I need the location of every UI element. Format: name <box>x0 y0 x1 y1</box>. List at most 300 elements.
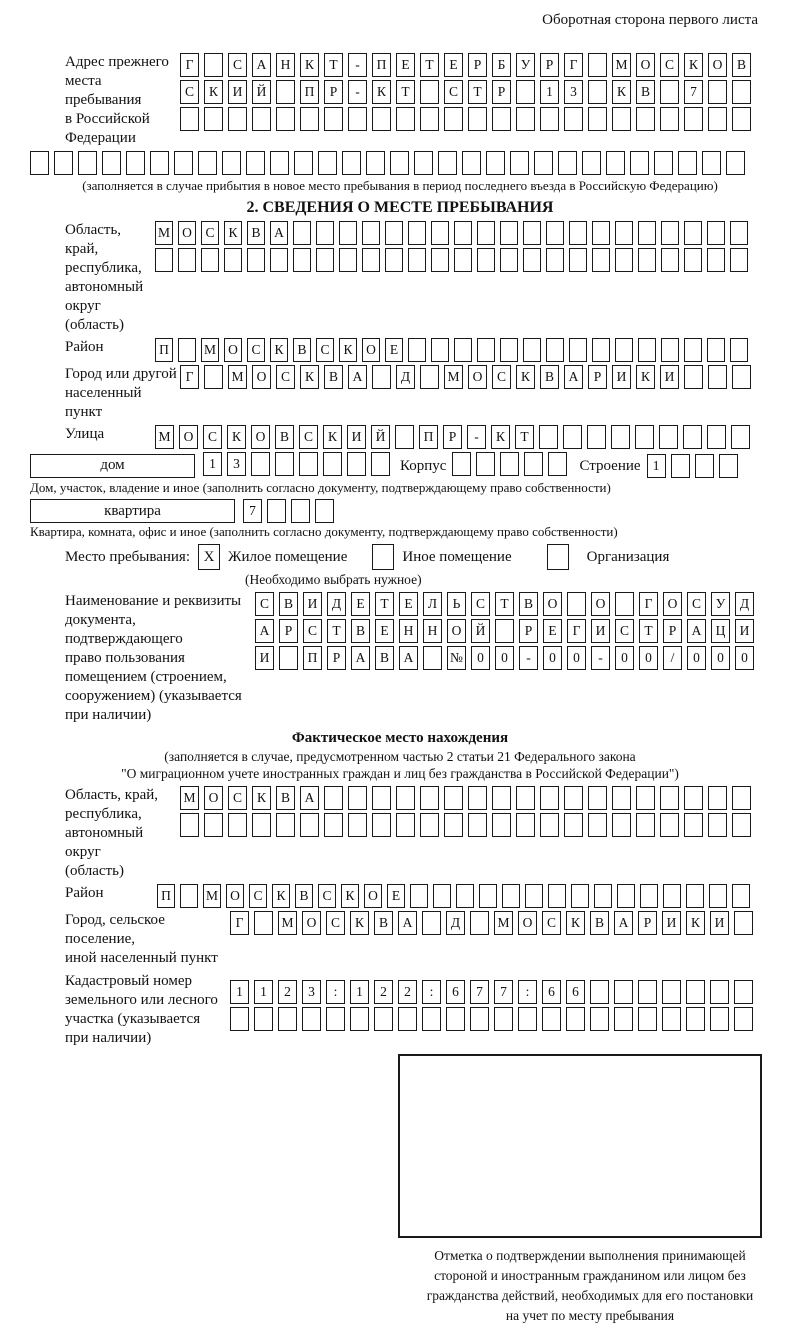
char-cell[interactable]: - <box>591 646 610 670</box>
char-cell[interactable]: Г <box>567 619 586 643</box>
char-cell[interactable] <box>654 151 673 175</box>
char-cell[interactable] <box>726 151 745 175</box>
char-cell[interactable]: К <box>300 365 319 389</box>
stroenie-cells[interactable] <box>647 454 738 478</box>
char-cell[interactable]: Т <box>420 53 439 77</box>
prev-address-row-1[interactable] <box>180 53 751 77</box>
char-cell[interactable]: В <box>375 646 394 670</box>
char-cell[interactable] <box>339 221 357 245</box>
char-cell[interactable] <box>582 151 601 175</box>
char-cell[interactable] <box>732 80 751 104</box>
char-cell[interactable]: О <box>178 221 196 245</box>
char-cell[interactable] <box>420 107 439 131</box>
char-cell[interactable]: В <box>295 884 313 908</box>
kadastr-row-2[interactable] <box>230 1007 753 1031</box>
prev-address-row-3[interactable] <box>180 107 751 131</box>
char-cell[interactable] <box>396 786 415 810</box>
char-cell[interactable] <box>468 786 487 810</box>
char-cell[interactable] <box>708 107 727 131</box>
char-cell[interactable]: К <box>272 884 290 908</box>
char-cell[interactable]: О <box>543 592 562 616</box>
char-cell[interactable] <box>638 1007 657 1031</box>
char-cell[interactable] <box>660 786 679 810</box>
char-cell[interactable]: П <box>157 884 175 908</box>
char-cell[interactable] <box>684 786 703 810</box>
char-cell[interactable] <box>734 980 753 1004</box>
char-cell[interactable] <box>500 452 519 476</box>
char-cell[interactable] <box>291 499 310 523</box>
char-cell[interactable]: В <box>275 425 294 449</box>
char-cell[interactable]: В <box>519 592 538 616</box>
char-cell[interactable]: И <box>347 425 366 449</box>
char-cell[interactable]: П <box>419 425 438 449</box>
char-cell[interactable]: К <box>339 338 357 362</box>
char-cell[interactable]: С <box>180 80 199 104</box>
char-cell[interactable] <box>732 884 750 908</box>
char-cell[interactable] <box>300 813 319 837</box>
char-cell[interactable] <box>662 980 681 1004</box>
document-row-3[interactable] <box>255 646 754 670</box>
char-cell[interactable] <box>204 107 223 131</box>
factual-oblast-row-1[interactable] <box>180 786 751 810</box>
char-cell[interactable] <box>398 1007 417 1031</box>
char-cell[interactable] <box>102 151 121 175</box>
char-cell[interactable] <box>590 1007 609 1031</box>
char-cell[interactable] <box>615 592 634 616</box>
char-cell[interactable]: Д <box>396 365 415 389</box>
char-cell[interactable] <box>276 107 295 131</box>
char-cell[interactable] <box>431 248 449 272</box>
char-cell[interactable]: Р <box>443 425 462 449</box>
char-cell[interactable] <box>708 80 727 104</box>
char-cell[interactable] <box>350 1007 369 1031</box>
char-cell[interactable] <box>456 884 474 908</box>
char-cell[interactable] <box>155 248 173 272</box>
char-cell[interactable]: 0 <box>687 646 706 670</box>
char-cell[interactable]: С <box>318 884 336 908</box>
char-cell[interactable] <box>540 107 559 131</box>
char-cell[interactable] <box>564 813 583 837</box>
char-cell[interactable]: К <box>686 911 705 935</box>
char-cell[interactable] <box>590 980 609 1004</box>
char-cell[interactable] <box>408 248 426 272</box>
char-cell[interactable]: 0 <box>615 646 634 670</box>
char-cell[interactable]: 7 <box>684 80 703 104</box>
char-cell[interactable]: Ь <box>447 592 466 616</box>
char-cell[interactable] <box>707 338 725 362</box>
char-cell[interactable]: С <box>203 425 222 449</box>
char-cell[interactable] <box>612 813 631 837</box>
char-cell[interactable] <box>420 786 439 810</box>
char-cell[interactable] <box>548 884 566 908</box>
char-cell[interactable]: 3 <box>564 80 583 104</box>
char-cell[interactable]: Т <box>639 619 658 643</box>
char-cell[interactable]: Р <box>540 53 559 77</box>
char-cell[interactable] <box>180 107 199 131</box>
char-cell[interactable]: Н <box>276 53 295 77</box>
checkbox-organizatsiya[interactable] <box>547 544 569 570</box>
char-cell[interactable] <box>486 151 505 175</box>
char-cell[interactable] <box>615 221 633 245</box>
char-cell[interactable] <box>542 1007 561 1031</box>
char-cell[interactable] <box>638 221 656 245</box>
char-cell[interactable] <box>564 786 583 810</box>
char-cell[interactable]: А <box>300 786 319 810</box>
char-cell[interactable] <box>615 248 633 272</box>
char-cell[interactable] <box>420 365 439 389</box>
char-cell[interactable]: О <box>252 365 271 389</box>
char-cell[interactable] <box>671 454 690 478</box>
char-cell[interactable]: 2 <box>278 980 297 1004</box>
char-cell[interactable]: - <box>467 425 486 449</box>
char-cell[interactable]: В <box>279 592 298 616</box>
char-cell[interactable]: А <box>351 646 370 670</box>
char-cell[interactable] <box>539 425 558 449</box>
char-cell[interactable] <box>178 248 196 272</box>
char-cell[interactable] <box>695 454 714 478</box>
char-cell[interactable]: К <box>612 80 631 104</box>
char-cell[interactable] <box>316 248 334 272</box>
char-cell[interactable] <box>638 248 656 272</box>
char-cell[interactable]: № <box>447 646 466 670</box>
char-cell[interactable] <box>730 338 748 362</box>
char-cell[interactable] <box>702 151 721 175</box>
char-cell[interactable]: 0 <box>735 646 754 670</box>
char-cell[interactable]: Р <box>588 365 607 389</box>
char-cell[interactable]: И <box>660 365 679 389</box>
char-cell[interactable]: О <box>518 911 537 935</box>
char-cell[interactable] <box>730 221 748 245</box>
char-cell[interactable] <box>293 248 311 272</box>
char-cell[interactable]: Г <box>180 53 199 77</box>
char-cell[interactable]: Е <box>444 53 463 77</box>
char-cell[interactable]: М <box>228 365 247 389</box>
char-cell[interactable] <box>638 338 656 362</box>
char-cell[interactable]: Т <box>515 425 534 449</box>
char-cell[interactable] <box>707 248 725 272</box>
char-cell[interactable]: 1 <box>254 980 273 1004</box>
char-cell[interactable] <box>612 107 631 131</box>
char-cell[interactable] <box>588 786 607 810</box>
char-cell[interactable] <box>468 107 487 131</box>
char-cell[interactable] <box>477 248 495 272</box>
char-cell[interactable]: В <box>374 911 393 935</box>
char-cell[interactable]: Т <box>495 592 514 616</box>
char-cell[interactable]: О <box>447 619 466 643</box>
char-cell[interactable]: У <box>711 592 730 616</box>
prev-address-row-2[interactable] <box>180 80 751 104</box>
char-cell[interactable]: Й <box>471 619 490 643</box>
char-cell[interactable]: 6 <box>446 980 465 1004</box>
char-cell[interactable] <box>592 248 610 272</box>
char-cell[interactable] <box>431 221 449 245</box>
char-cell[interactable] <box>510 151 529 175</box>
char-cell[interactable] <box>708 365 727 389</box>
char-cell[interactable] <box>30 151 49 175</box>
char-cell[interactable] <box>276 813 295 837</box>
char-cell[interactable]: С <box>303 619 322 643</box>
checkbox-zhiloe[interactable]: X <box>198 544 220 570</box>
char-cell[interactable] <box>300 107 319 131</box>
char-cell[interactable]: Р <box>519 619 538 643</box>
char-cell[interactable]: 2 <box>374 980 393 1004</box>
char-cell[interactable] <box>516 813 535 837</box>
char-cell[interactable] <box>347 452 366 476</box>
char-cell[interactable] <box>54 151 73 175</box>
char-cell[interactable]: И <box>710 911 729 935</box>
char-cell[interactable] <box>663 884 681 908</box>
char-cell[interactable]: Т <box>396 80 415 104</box>
char-cell[interactable] <box>372 813 391 837</box>
char-cell[interactable] <box>374 1007 393 1031</box>
char-cell[interactable] <box>661 338 679 362</box>
char-cell[interactable] <box>228 107 247 131</box>
char-cell[interactable] <box>454 221 472 245</box>
char-cell[interactable]: Г <box>564 53 583 77</box>
char-cell[interactable]: Г <box>230 911 249 935</box>
char-cell[interactable]: : <box>422 980 441 1004</box>
char-cell[interactable] <box>684 365 703 389</box>
char-cell[interactable]: О <box>663 592 682 616</box>
char-cell[interactable]: К <box>227 425 246 449</box>
char-cell[interactable] <box>477 338 495 362</box>
char-cell[interactable]: Й <box>371 425 390 449</box>
char-cell[interactable] <box>709 884 727 908</box>
char-cell[interactable] <box>684 221 702 245</box>
char-cell[interactable]: М <box>203 884 221 908</box>
char-cell[interactable]: - <box>348 80 367 104</box>
char-cell[interactable] <box>492 786 511 810</box>
char-cell[interactable]: 0 <box>543 646 562 670</box>
char-cell[interactable] <box>660 813 679 837</box>
char-cell[interactable] <box>614 980 633 1004</box>
char-cell[interactable] <box>390 151 409 175</box>
char-cell[interactable]: К <box>224 221 242 245</box>
char-cell[interactable]: И <box>303 592 322 616</box>
oblast-row-1[interactable] <box>155 221 748 245</box>
char-cell[interactable] <box>524 452 543 476</box>
char-cell[interactable] <box>294 151 313 175</box>
char-cell[interactable] <box>204 53 223 77</box>
char-cell[interactable]: М <box>155 221 173 245</box>
char-cell[interactable] <box>433 884 451 908</box>
char-cell[interactable]: К <box>516 365 535 389</box>
char-cell[interactable]: М <box>155 425 174 449</box>
char-cell[interactable]: К <box>566 911 585 935</box>
char-cell[interactable] <box>523 338 541 362</box>
char-cell[interactable] <box>588 107 607 131</box>
char-cell[interactable] <box>732 365 751 389</box>
char-cell[interactable]: Е <box>351 592 370 616</box>
char-cell[interactable]: С <box>444 80 463 104</box>
char-cell[interactable]: К <box>491 425 510 449</box>
char-cell[interactable] <box>661 248 679 272</box>
char-cell[interactable] <box>708 813 727 837</box>
char-cell[interactable]: 7 <box>243 499 262 523</box>
char-cell[interactable]: Т <box>327 619 346 643</box>
raion-row[interactable] <box>155 338 748 362</box>
char-cell[interactable] <box>630 151 649 175</box>
char-cell[interactable] <box>571 884 589 908</box>
char-cell[interactable] <box>569 221 587 245</box>
char-cell[interactable]: Л <box>423 592 442 616</box>
char-cell[interactable]: С <box>615 619 634 643</box>
char-cell[interactable] <box>279 646 298 670</box>
char-cell[interactable] <box>150 151 169 175</box>
char-cell[interactable] <box>324 786 343 810</box>
char-cell[interactable]: В <box>276 786 295 810</box>
char-cell[interactable] <box>732 786 751 810</box>
char-cell[interactable] <box>500 338 518 362</box>
char-cell[interactable] <box>178 338 196 362</box>
char-cell[interactable]: А <box>255 619 274 643</box>
char-cell[interactable] <box>683 425 702 449</box>
char-cell[interactable] <box>684 248 702 272</box>
char-cell[interactable]: А <box>564 365 583 389</box>
char-cell[interactable]: С <box>687 592 706 616</box>
checkbox-inoe[interactable] <box>372 544 394 570</box>
char-cell[interactable] <box>592 338 610 362</box>
char-cell[interactable]: : <box>326 980 345 1004</box>
char-cell[interactable]: Р <box>638 911 657 935</box>
char-cell[interactable] <box>470 911 489 935</box>
char-cell[interactable] <box>438 151 457 175</box>
char-cell[interactable] <box>477 221 495 245</box>
char-cell[interactable] <box>275 452 294 476</box>
char-cell[interactable]: В <box>732 53 751 77</box>
char-cell[interactable]: Т <box>375 592 394 616</box>
char-cell[interactable] <box>617 884 635 908</box>
char-cell[interactable] <box>708 786 727 810</box>
char-cell[interactable]: Ц <box>711 619 730 643</box>
char-cell[interactable] <box>592 221 610 245</box>
char-cell[interactable] <box>732 107 751 131</box>
char-cell[interactable]: И <box>662 911 681 935</box>
char-cell[interactable] <box>686 980 705 1004</box>
char-cell[interactable]: С <box>228 53 247 77</box>
char-cell[interactable]: Г <box>639 592 658 616</box>
char-cell[interactable] <box>180 884 198 908</box>
char-cell[interactable]: 6 <box>542 980 561 1004</box>
char-cell[interactable]: 0 <box>711 646 730 670</box>
char-cell[interactable] <box>224 248 242 272</box>
char-cell[interactable] <box>516 786 535 810</box>
char-cell[interactable]: Р <box>468 53 487 77</box>
char-cell[interactable] <box>516 107 535 131</box>
char-cell[interactable] <box>494 1007 513 1031</box>
char-cell[interactable] <box>500 248 518 272</box>
char-cell[interactable] <box>662 1007 681 1031</box>
char-cell[interactable] <box>548 452 567 476</box>
char-cell[interactable]: Д <box>327 592 346 616</box>
char-cell[interactable] <box>371 452 390 476</box>
char-cell[interactable] <box>410 884 428 908</box>
char-cell[interactable]: А <box>252 53 271 77</box>
char-cell[interactable]: К <box>252 786 271 810</box>
char-cell[interactable]: С <box>249 884 267 908</box>
char-cell[interactable] <box>569 338 587 362</box>
char-cell[interactable] <box>546 221 564 245</box>
char-cell[interactable] <box>594 884 612 908</box>
char-cell[interactable]: С <box>316 338 334 362</box>
char-cell[interactable] <box>566 1007 585 1031</box>
char-cell[interactable] <box>636 813 655 837</box>
char-cell[interactable] <box>180 813 199 837</box>
char-cell[interactable]: С <box>201 221 219 245</box>
char-cell[interactable] <box>615 338 633 362</box>
char-cell[interactable] <box>278 1007 297 1031</box>
char-cell[interactable] <box>326 1007 345 1031</box>
char-cell[interactable] <box>707 221 725 245</box>
char-cell[interactable] <box>516 80 535 104</box>
char-cell[interactable]: Р <box>663 619 682 643</box>
char-cell[interactable] <box>730 248 748 272</box>
char-cell[interactable]: В <box>636 80 655 104</box>
char-cell[interactable] <box>686 1007 705 1031</box>
char-cell[interactable]: А <box>270 221 288 245</box>
char-cell[interactable] <box>454 248 472 272</box>
char-cell[interactable]: К <box>372 80 391 104</box>
char-cell[interactable] <box>204 813 223 837</box>
char-cell[interactable]: В <box>324 365 343 389</box>
char-cell[interactable]: И <box>735 619 754 643</box>
char-cell[interactable]: А <box>614 911 633 935</box>
char-cell[interactable]: Н <box>423 619 442 643</box>
char-cell[interactable]: И <box>591 619 610 643</box>
char-cell[interactable] <box>222 151 241 175</box>
char-cell[interactable]: П <box>300 80 319 104</box>
char-cell[interactable]: 2 <box>398 980 417 1004</box>
char-cell[interactable]: И <box>255 646 274 670</box>
char-cell[interactable] <box>734 1007 753 1031</box>
char-cell[interactable]: 1 <box>540 80 559 104</box>
char-cell[interactable] <box>230 1007 249 1031</box>
char-cell[interactable] <box>476 452 495 476</box>
char-cell[interactable]: 7 <box>494 980 513 1004</box>
char-cell[interactable]: 0 <box>495 646 514 670</box>
char-cell[interactable]: В <box>540 365 559 389</box>
char-cell[interactable] <box>228 813 247 837</box>
char-cell[interactable] <box>252 107 271 131</box>
char-cell[interactable] <box>444 786 463 810</box>
char-cell[interactable] <box>546 338 564 362</box>
char-cell[interactable]: М <box>180 786 199 810</box>
char-cell[interactable] <box>385 221 403 245</box>
char-cell[interactable] <box>348 786 367 810</box>
char-cell[interactable]: М <box>201 338 219 362</box>
char-cell[interactable] <box>299 452 318 476</box>
char-cell[interactable]: Р <box>492 80 511 104</box>
char-cell[interactable] <box>348 813 367 837</box>
char-cell[interactable]: П <box>303 646 322 670</box>
char-cell[interactable]: 0 <box>639 646 658 670</box>
char-cell[interactable] <box>640 884 658 908</box>
char-cell[interactable] <box>422 1007 441 1031</box>
char-cell[interactable] <box>588 80 607 104</box>
char-cell[interactable] <box>659 425 678 449</box>
char-cell[interactable] <box>734 911 753 935</box>
factual-raion-row[interactable] <box>157 884 750 908</box>
char-cell[interactable] <box>204 365 223 389</box>
char-cell[interactable]: У <box>516 53 535 77</box>
char-cell[interactable] <box>567 592 586 616</box>
char-cell[interactable] <box>587 425 606 449</box>
char-cell[interactable] <box>372 786 391 810</box>
char-cell[interactable] <box>422 911 441 935</box>
char-cell[interactable] <box>492 107 511 131</box>
char-cell[interactable] <box>366 151 385 175</box>
char-cell[interactable] <box>661 221 679 245</box>
